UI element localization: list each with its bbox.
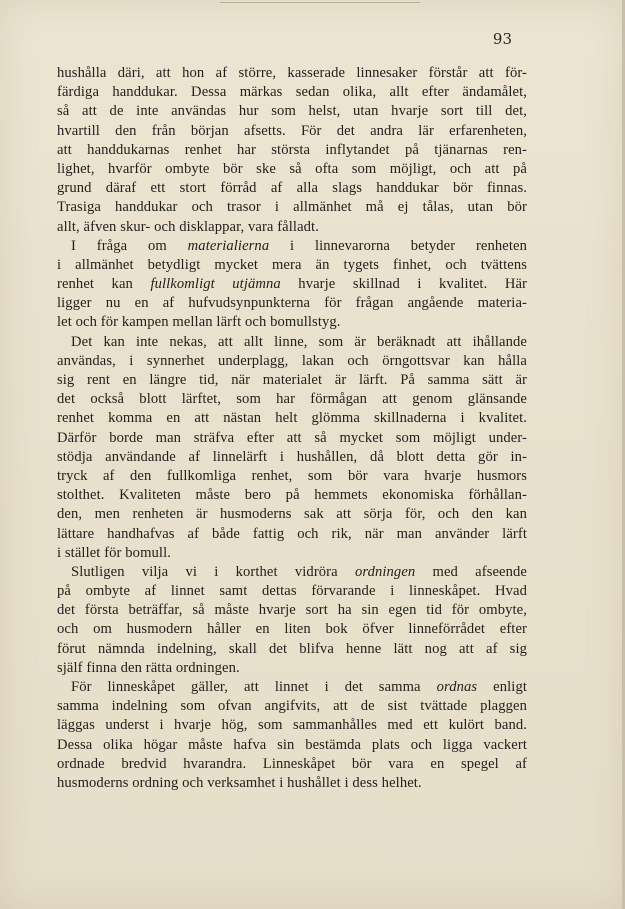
text-line — [57, 102, 527, 121]
text-line — [57, 160, 527, 179]
text-run: i allmänhet betydligt mycket mera än tygets finhet, och tvättens — [57, 256, 527, 273]
text-run: hvarje skillnad i kvalitet. Här — [280, 276, 528, 293]
text-run: lighet, hvarför ombyte bör ske så ofta som möjligt, och att på — [57, 160, 527, 177]
text-run: Därför borde man sträfva efter att så mycket som möjligt under- — [57, 429, 527, 446]
text-line — [57, 582, 527, 601]
text-run: det också blott lärftet, som har förmågan att genom glänsande — [57, 391, 527, 408]
text-line — [57, 563, 527, 582]
text-line — [57, 313, 527, 332]
text-run: stolthet. Kvaliteten måste bero på hemmets ekonomiska förhållan- — [57, 487, 527, 504]
emphasized-term: ordnas — [436, 679, 478, 695]
text-line — [57, 640, 527, 659]
text-line — [57, 774, 527, 793]
text-run: allt, äfven skur- och disklappar, vara fålladt. — [57, 218, 319, 235]
text-line — [57, 505, 527, 524]
text-line — [57, 659, 527, 678]
text-line — [57, 620, 527, 639]
text-line — [57, 333, 527, 352]
text-line — [57, 736, 527, 755]
text-run: renhet komma en att nästan helt glömma skillnaderna i kvalitet. — [57, 410, 527, 427]
text-run: ordnade bredvid hvarandra. Linneskåpet bör vara en spegel af — [57, 755, 527, 772]
text-run: färdiga handdukar. Dessa märkas sedan olika, allt efter ändamålet, — [57, 84, 527, 101]
text-line — [57, 218, 527, 237]
text-run: och om husmodern håller en liten bok öfver linneförrådet efter — [57, 621, 527, 638]
text-line — [57, 390, 527, 409]
text-run: sig rent en längre tid, när materialet är lärft. På samma sätt är — [57, 372, 527, 388]
text-line — [57, 409, 527, 428]
text-line — [57, 294, 527, 313]
text-run: hvartill den från början afsetts. För det andra lär erfarenheten, — [57, 122, 527, 139]
text-run: husmoderns ordning och verksamhet i hushållet i dess helhet. — [57, 774, 422, 791]
text-line — [57, 122, 527, 141]
text-run: ligger nu en af hufvudsynpunkterna för frågan angående materia- — [57, 295, 527, 312]
text-run: själf finna den rätta ordningen. — [57, 659, 240, 676]
text-line — [57, 697, 527, 716]
text-run: den, men renheten är husmoderns sak att sörja för, och den kan — [57, 506, 527, 523]
text-run: Trasiga handdukar och trasor i allmänhet må ej tålas, utan bör — [57, 199, 527, 216]
text-run: Det kan inte nekas, att allt linne, som är beräknadt att ihållande — [71, 333, 527, 350]
text-run: grund däraf ett stort förråd af alla slags handdukar bör finnas. — [57, 180, 527, 197]
text-line — [57, 352, 527, 371]
text-run: I fråga om — [71, 237, 188, 254]
emphasized-term: materialierna — [187, 237, 270, 254]
text-run: Dessa olika högar måste hafva sin bestämda plats och ligga vackert — [57, 736, 527, 753]
text-run: att handdukarnas renhet har största inflytandet på tjänarnas ren- — [57, 141, 527, 158]
text-line — [57, 678, 527, 697]
text-line — [57, 601, 527, 620]
text-line — [57, 448, 527, 467]
emphasized-term: ordningen — [354, 563, 416, 580]
text-line — [57, 141, 527, 160]
text-line — [57, 371, 527, 390]
text-line — [57, 486, 527, 505]
text-line — [57, 275, 527, 294]
text-run: förut nämnda indelning, skall det blifva henne lätt nog att af sig — [57, 640, 527, 657]
text-line — [57, 64, 527, 83]
text-run: let och för kampen mellan lärft och bomullstyg. — [57, 314, 341, 331]
text-run: med afseende — [415, 563, 527, 580]
body-text — [57, 64, 527, 793]
text-line — [57, 179, 527, 198]
text-run: renhet kan — [57, 276, 151, 293]
text-line — [57, 198, 527, 217]
page-top-edge — [220, 2, 420, 3]
text-run: på ombyte af linnet samt dettas förvarande i linneskåpet. Hvad — [57, 583, 527, 600]
text-run: det första beträffar, så måste hvarje sort ha sin egen tid för ombyte, — [57, 602, 527, 619]
text-run: samma indelning som ofvan angifvits, att de sist tvättade plaggen — [57, 698, 527, 715]
emphasized-term: fullkomligt utjämna — [150, 276, 281, 293]
text-run: tryck af den fullkomliga renhet, som bör vara hvarje husmors — [57, 467, 527, 484]
text-line — [57, 716, 527, 735]
text-line — [57, 237, 527, 256]
text-run: Slutligen vilja vi i korthet vidröra — [71, 563, 355, 580]
text-line — [57, 755, 527, 774]
text-line — [57, 544, 527, 563]
text-line — [57, 525, 527, 544]
page-number: 93 — [492, 30, 512, 48]
text-run: läggas underst i hvarje hög, som sammanhålles med ett kulört band. — [57, 717, 527, 734]
text-run: För linneskåpet gäller, att linnet i det samma — [71, 679, 437, 695]
text-run: enligt — [477, 679, 527, 695]
text-run: stödja användande af linnelärft i hushållen, då blott detta gör in- — [57, 448, 527, 465]
text-run: användas, i synnerhet underplagg, lakan och örngottsvar kan hålla — [57, 352, 527, 369]
text-run: i stället för bomull. — [57, 544, 171, 561]
text-line — [57, 467, 527, 486]
text-run: så att de inte användas hur som helst, utan hvarje sort till det, — [57, 103, 527, 120]
text-line — [57, 429, 527, 448]
text-run: hushålla däri, att hon af större, kasserade linnesaker förstår att för- — [57, 65, 527, 81]
text-run: lättare handhafvas af både fattig och rik, när man använder lärft — [57, 525, 527, 542]
text-line — [57, 256, 527, 275]
text-run: i linnevarorna betyder renheten — [269, 237, 528, 254]
text-line — [57, 83, 527, 102]
